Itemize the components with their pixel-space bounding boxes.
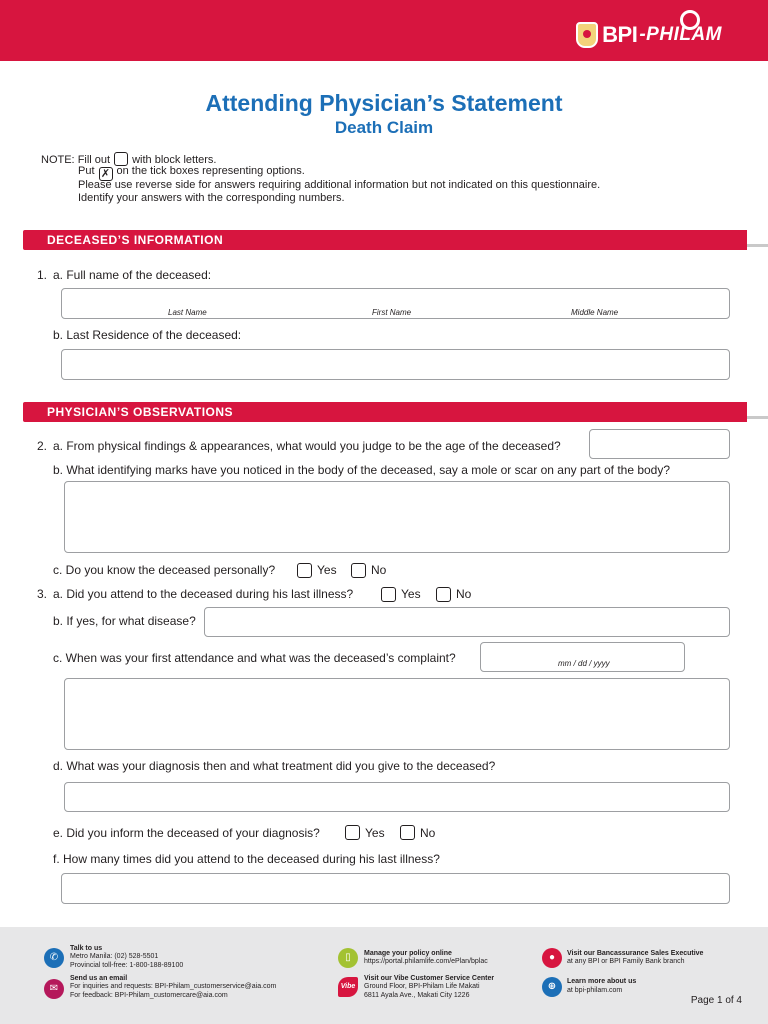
attended-no-checkbox[interactable] — [436, 587, 451, 602]
footer-vibe-line-2: 6811 Ayala Ave., Makati City 1226 — [364, 992, 470, 999]
section-physician-observations — [23, 402, 747, 422]
person-icon: ● — [542, 948, 562, 968]
first-name-caption: First Name — [372, 308, 412, 317]
footer-email-title: Send us an email — [70, 975, 128, 982]
page-title: Attending Physician’s Statement — [205, 90, 563, 116]
vibe-logo-icon — [338, 977, 358, 997]
footer-talk-title: Talk to us — [70, 945, 103, 952]
disease-field[interactable] — [204, 607, 730, 637]
informed-no-label: No — [420, 826, 436, 840]
section-deceased-title: DECEASED’S INFORMATION — [47, 233, 224, 247]
envelope-icon: ✉ — [44, 979, 64, 999]
footer-email-line-1: For inquiries and requests: BPI-Philam_customerservice@aia.com — [70, 983, 277, 990]
section-divider — [747, 244, 768, 247]
vibe-logo-text: Vibe — [340, 983, 356, 990]
footer-policy-title: Manage your policy online — [364, 950, 452, 957]
question-1b-label: b. Last Residence of the deceased: — [53, 328, 242, 342]
date-format-hint: mm / dd / yyyy — [558, 659, 610, 668]
footer-vibe-line-1: Ground Floor, BPI-Philam Life Makati — [364, 983, 480, 990]
informed-yes-checkbox[interactable] — [345, 825, 360, 840]
question-3e-label: e. Did you inform the deceased of your diagnosis? — [53, 826, 320, 840]
question-2c-label: c. Do you know the deceased personally? — [53, 563, 276, 577]
footer-talk-line-2: Provincial toll-free: 1-800-188-89100 — [70, 962, 184, 969]
question-2a-label: a. From physical findings & appearances, what would you judge to be the age of the deceased? — [53, 439, 561, 453]
question-3b-label: b. If yes, for what disease? — [53, 614, 196, 628]
header-bar — [0, 0, 768, 61]
note-tick-box: ✗ — [99, 167, 113, 181]
footer-learn-line-1: at bpi-philam.com — [567, 987, 623, 994]
page-number: Page 1 of 4 — [690, 995, 742, 1006]
know-personally-no-checkbox[interactable] — [351, 563, 366, 578]
logo-philam-text: -PHILAM — [639, 24, 722, 45]
note-line-3: Please use reverse side for answers requiring additional information but not indicated on this questionnaire. — [78, 179, 601, 191]
know-personally-no-label: No — [371, 563, 387, 577]
note-line1-post: with block letters. — [132, 154, 217, 166]
identifying-marks-field[interactable] — [64, 481, 730, 553]
question-2-number: 2. — [37, 439, 48, 453]
question-1a-label: a. Full name of the deceased: — [53, 268, 212, 282]
section-divider — [747, 416, 768, 419]
note-label: NOTE: — [41, 154, 75, 166]
footer-exec-title: Visit our Bancassurance Sales Executive — [567, 950, 704, 957]
section-deceased-information — [23, 230, 747, 250]
bpi-seal-icon — [576, 22, 598, 48]
question-3-number: 3. — [37, 587, 48, 601]
last-name-caption: Last Name — [168, 308, 207, 317]
note-line-4: Identify your answers with the corresponding numbers. — [78, 192, 345, 204]
footer-policy-line-1: https://portal.philamlife.com/ePlan/bplac — [364, 958, 488, 965]
note-line2-pre: Put — [78, 165, 95, 177]
footer-talk-line-1: Metro Manila: (02) 528-5501 — [70, 953, 159, 960]
age-field[interactable] — [589, 429, 730, 459]
know-personally-yes-label: Yes — [317, 563, 337, 577]
mobile-phone-icon: ▯ — [338, 948, 358, 968]
middle-name-caption: Middle Name — [571, 308, 619, 317]
note-example-box — [114, 152, 128, 166]
complaint-field[interactable] — [64, 678, 730, 750]
footer-exec-line-1: at any BPI or BPI Family Bank branch — [567, 958, 685, 965]
philam-mark-icon — [680, 10, 700, 30]
footer-email-line-2: For feedback: BPI-Philam_customercare@aia.com — [70, 992, 228, 999]
page-subtitle: Death Claim — [334, 118, 434, 137]
attended-yes-label: Yes — [401, 587, 421, 601]
question-3a-label: a. Did you attend to the deceased during his last illness? — [53, 587, 354, 601]
note-line2-post: on the tick boxes representing options. — [116, 165, 305, 177]
question-3c-label: c. When was your first attendance and what was the deceased’s complaint? — [53, 651, 456, 665]
section-physician-title: PHYSICIAN’S OBSERVATIONS — [47, 405, 234, 419]
attended-yes-checkbox[interactable] — [381, 587, 396, 602]
attended-no-label: No — [456, 587, 472, 601]
logo-bpi-text: BPI — [602, 22, 638, 47]
know-personally-yes-checkbox[interactable] — [297, 563, 312, 578]
question-2b-label: b. What identifying marks have you noticed in the body of the deceased, say a mole or scar on any part of the body? — [53, 463, 671, 477]
bpi-philam-logo — [576, 22, 722, 48]
note-line1-pre: Fill out — [77, 154, 111, 166]
question-3d-label: d. What was your diagnosis then and what treatment did you give to the deceased? — [53, 759, 496, 773]
informed-no-checkbox[interactable] — [400, 825, 415, 840]
informed-yes-label: Yes — [365, 826, 385, 840]
globe-icon: ⊕ — [542, 977, 562, 997]
question-3f-label: f. How many times did you attend to the deceased during his last illness? — [53, 852, 440, 866]
footer-vibe-title: Visit our Vibe Customer Service Center — [364, 975, 495, 982]
footer-learn-title: Learn more about us — [567, 978, 637, 985]
note-line-1 — [41, 152, 216, 166]
question-1-number: 1. — [37, 268, 48, 282]
last-residence-field[interactable] — [61, 349, 730, 380]
attendance-count-field[interactable] — [61, 873, 730, 904]
diagnosis-treatment-field[interactable] — [64, 782, 730, 812]
phone-icon: ✆ — [44, 948, 64, 968]
